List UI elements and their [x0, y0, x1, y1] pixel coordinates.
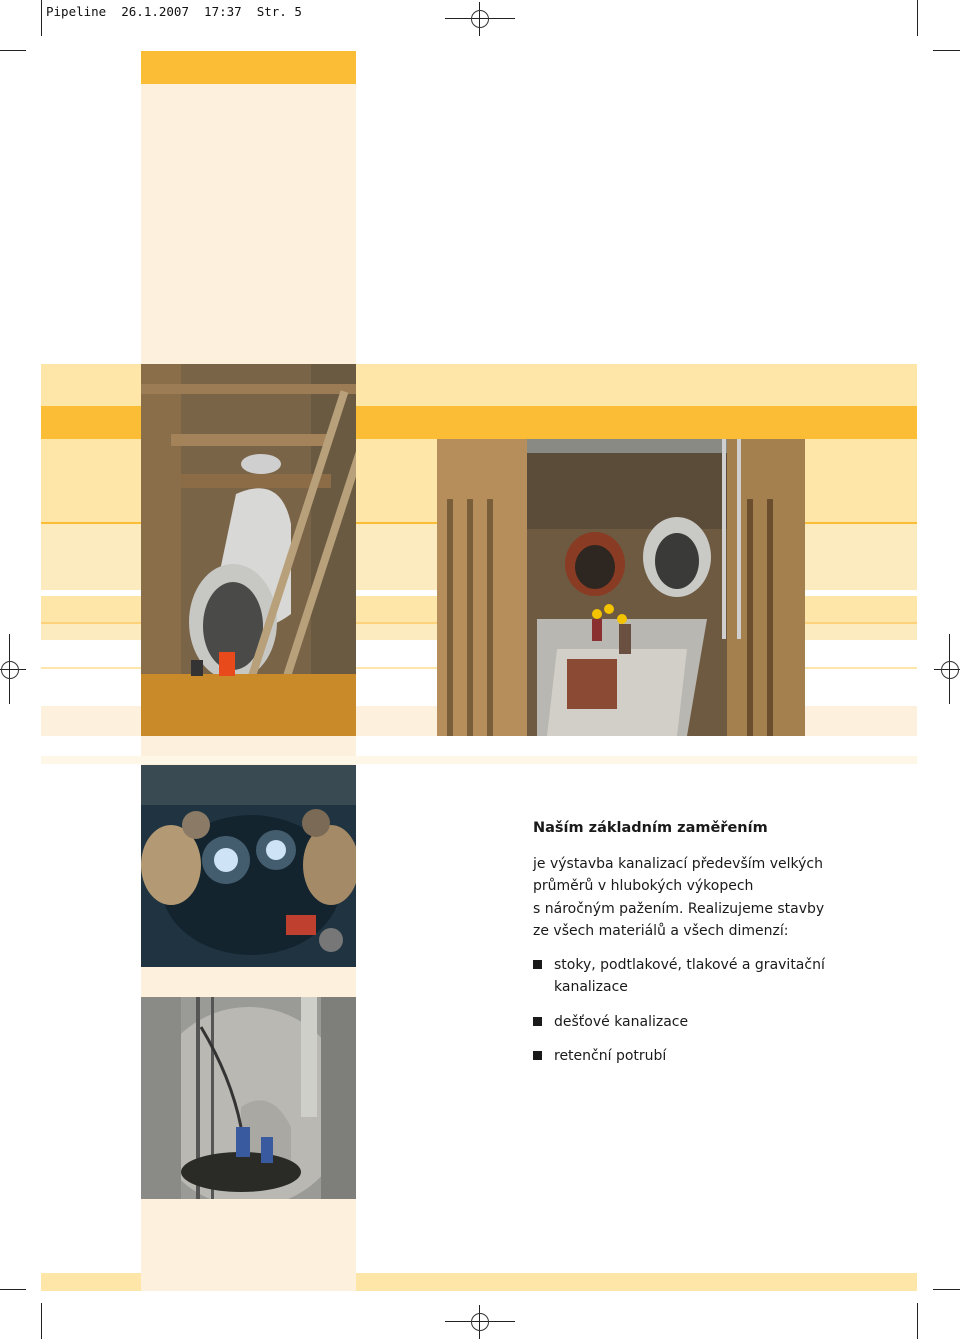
bullet-square-icon — [533, 1017, 542, 1026]
list-item-text: stoky, podtlakové, tlakové a gravitační — [554, 957, 825, 973]
section-heading: Naším základním zaměřením — [533, 820, 768, 836]
intro-line: s náročným pažením. Realizujeme stavby — [533, 900, 825, 917]
bullet-square-icon — [533, 1051, 542, 1060]
pump-shaft-photo — [141, 997, 356, 1199]
intro-line: je výstavba kanalizací především velkých — [533, 856, 823, 872]
intro-line: průměrů v hlubokých výkopech — [533, 878, 754, 895]
list-item — [533, 1045, 853, 1067]
bullet-square-icon — [533, 960, 542, 969]
list-item — [533, 954, 853, 998]
list-item — [533, 1011, 853, 1033]
list-item-text: kanalizace — [554, 979, 628, 995]
welding-photo — [141, 765, 356, 967]
trench-concrete-pipe-photo — [141, 364, 356, 736]
services-list — [533, 954, 853, 1080]
shaft-workers-photo — [437, 439, 805, 736]
intro-paragraph — [533, 853, 833, 943]
print-slug: Pipeline 26.1.2007 17:37 Str. 5 — [46, 4, 302, 19]
list-item-text: dešťové kanalizace — [554, 1013, 689, 1030]
list-item-text: retenční potrubí — [554, 1048, 667, 1064]
intro-line: ze všech materiálů a všech dimenzí: — [533, 923, 789, 940]
